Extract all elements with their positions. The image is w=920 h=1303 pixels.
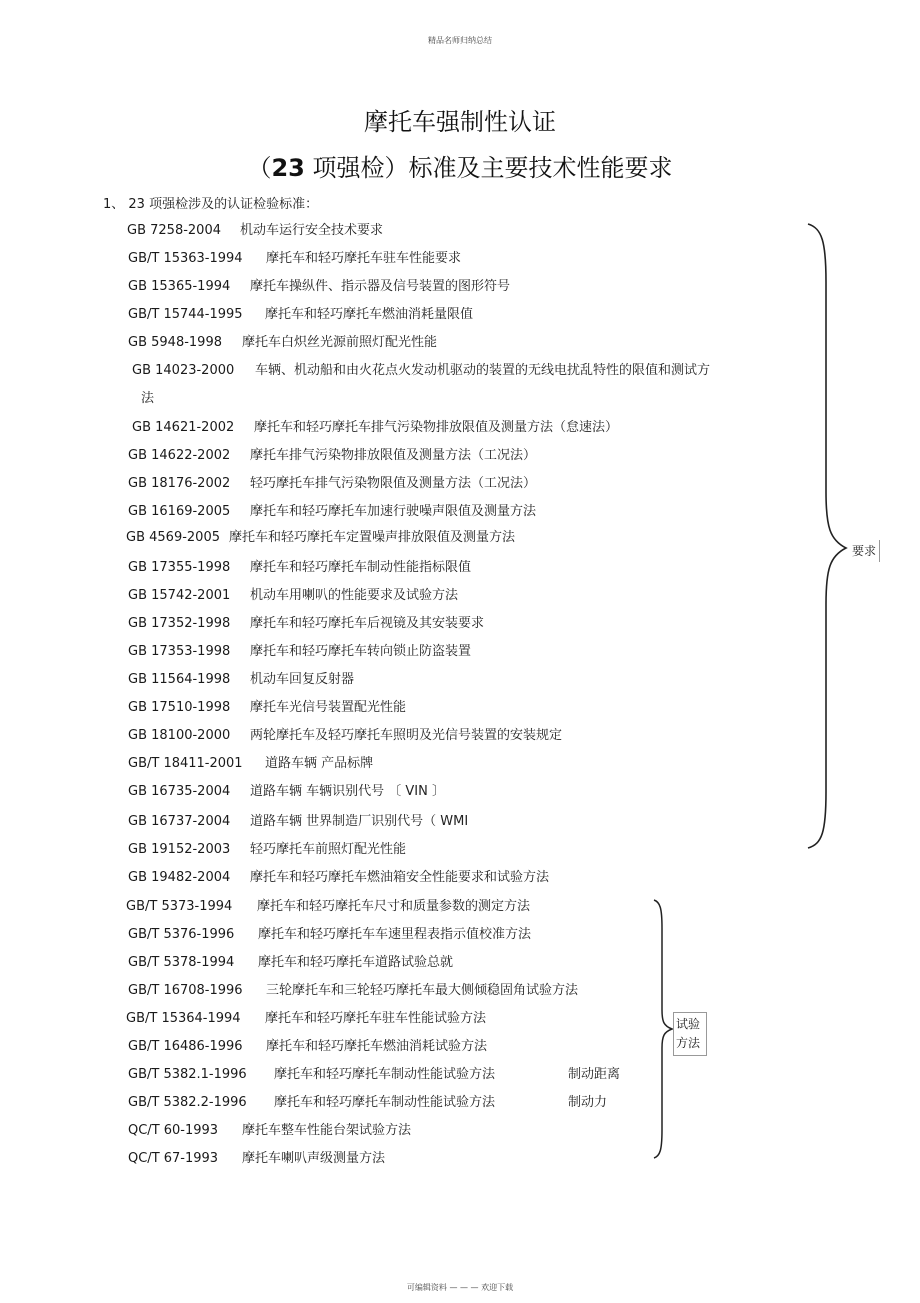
standard-title: 摩托车和轻巧摩托车加速行驶噪声限值及测量方法	[250, 504, 537, 519]
standard-code: GB 17353-1998	[128, 644, 231, 659]
standard-title: 摩托车白炽丝光源前照灯配光性能	[242, 335, 438, 350]
method-title: 摩托车和轻巧摩托车燃油消耗试验方法	[266, 1039, 488, 1054]
standard-title: 摩托车和轻巧摩托车后视镜及其安装要求	[250, 616, 485, 631]
standard-title-continuation: 法	[141, 391, 155, 406]
standard-title: 摩托车和轻巧摩托车排气污染物排放限值及测量方法（怠速法）	[254, 420, 619, 435]
method-code: GB/T 15364-1994	[126, 1011, 241, 1026]
method-code: GB/T 5382.2-1996	[128, 1095, 247, 1110]
method-code: GB/T 5378-1994	[128, 955, 235, 970]
method-code: GB/T 16486-1996	[128, 1039, 243, 1054]
standard-title: 摩托车光信号装置配光性能	[250, 700, 407, 715]
standard-code: GB 16735-2004	[128, 784, 231, 799]
standard-code: GB 16737-2004	[128, 814, 231, 829]
method-title: 摩托车和轻巧摩托车制动性能试验方法	[274, 1095, 496, 1110]
method-title: 摩托车和轻巧摩托车驻车性能试验方法	[265, 1011, 487, 1026]
method-code: GB/T 5373-1994	[126, 899, 233, 914]
method-title: 三轮摩托车和三轮轻巧摩托车最大侧倾稳固角试验方法	[266, 983, 579, 998]
standard-code: GB 19152-2003	[128, 842, 231, 857]
standard-code: GB 5948-1998	[128, 335, 222, 350]
standard-code: GB 7258-2004	[127, 223, 221, 238]
standard-title: 摩托车操纵件、指示器及信号装置的图形符号	[250, 279, 511, 294]
standard-code: GB 11564-1998	[128, 672, 231, 687]
method-title: 摩托车喇叭声级测量方法	[242, 1151, 386, 1166]
method-title: 摩托车和轻巧摩托车道路试验总就	[258, 955, 454, 970]
standard-code: GB/T 15744-1995	[128, 307, 243, 322]
standard-code: GB 15365-1994	[128, 279, 231, 294]
document-title: 摩托车强制性认证	[364, 108, 556, 136]
standard-title: 摩托车和轻巧摩托车定置噪声排放限值及测量方法	[229, 530, 516, 545]
standard-code: GB 17355-1998	[128, 560, 231, 575]
page-header-note: 精品名师归纳总结	[428, 36, 492, 45]
standard-title: 摩托车和轻巧摩托车制动性能指标限值	[250, 560, 472, 575]
standard-title: 道路车辆 车辆识别代号 〔 VIN 〕	[250, 784, 445, 799]
standard-title: 道路车辆 产品标牌	[265, 756, 374, 771]
standard-title: 轻巧摩托车前照灯配光性能	[250, 842, 407, 857]
standard-title: 机动车回复反射器	[250, 672, 355, 687]
method-note: 制动力	[568, 1095, 608, 1110]
method-code: QC/T 60-1993	[128, 1123, 219, 1138]
subtitle-text: 项强检）标准及主要技术性能要求	[304, 154, 673, 182]
standard-title: 摩托车和轻巧摩托车燃油箱安全性能要求和试验方法	[250, 870, 550, 885]
subtitle-open-paren: （	[247, 154, 272, 182]
standard-code: GB 18100-2000	[128, 728, 231, 743]
standard-code: GB 17352-1998	[128, 616, 231, 631]
method-title: 摩托车和轻巧摩托车制动性能试验方法	[274, 1067, 496, 1082]
methods-label: 试验方法	[673, 1012, 707, 1056]
method-title: 摩托车和轻巧摩托车车速里程表指示值校准方法	[258, 927, 532, 942]
standard-code: GB 17510-1998	[128, 700, 231, 715]
method-code: QC/T 67-1993	[128, 1151, 219, 1166]
standard-title: 机动车运行安全技术要求	[240, 223, 384, 238]
requirements-label: 要求	[849, 540, 880, 562]
standard-title: 道路车辆 世界制造厂识别代号（ WMI	[250, 814, 469, 829]
standard-title: 轻巧摩托车排气污染物限值及测量方法（工况法）	[250, 476, 537, 491]
method-code: GB/T 5382.1-1996	[128, 1067, 247, 1082]
method-note: 制动距离	[568, 1067, 621, 1082]
standard-title: 摩托车排气污染物排放限值及测量方法（工况法）	[250, 448, 537, 463]
requirements-brace	[800, 222, 860, 852]
method-title: 摩托车整车性能台架试验方法	[242, 1123, 412, 1138]
standard-code: GB 14023-2000	[132, 363, 235, 378]
subtitle-count: 23	[271, 154, 305, 182]
standard-code: GB/T 18411-2001	[128, 756, 243, 771]
standard-title: 摩托车和轻巧摩托车驻车性能要求	[266, 251, 462, 266]
standard-title: 摩托车和轻巧摩托车燃油消耗量限值	[265, 307, 474, 322]
method-code: GB/T 5376-1996	[128, 927, 235, 942]
standard-code: GB 14622-2002	[128, 448, 231, 463]
standard-code: GB 15742-2001	[128, 588, 231, 603]
standard-code: GB 19482-2004	[128, 870, 231, 885]
standard-code: GB/T 15363-1994	[128, 251, 243, 266]
section-heading: 1、 23 项强检涉及的认证检验标准：	[103, 197, 319, 212]
standard-code: GB 16169-2005	[128, 504, 231, 519]
standard-title: 摩托车和轻巧摩托车转向锁止防盗装置	[250, 644, 472, 659]
method-code: GB/T 16708-1996	[128, 983, 243, 998]
document-subtitle	[0, 148, 920, 183]
standard-title: 车辆、机动船和由火花点火发动机驱动的装置的无线电扰乱特性的限值和测试方	[255, 363, 711, 378]
standard-code: GB 14621-2002	[132, 420, 235, 435]
page-footer-note: 可编辑资料 — — — 欢迎下载	[406, 1283, 514, 1292]
method-title: 摩托车和轻巧摩托车尺寸和质量参数的测定方法	[257, 899, 531, 914]
standard-title: 机动车用喇叭的性能要求及试验方法	[250, 588, 459, 603]
standard-code: GB 4569-2005	[126, 530, 220, 545]
standard-code: GB 18176-2002	[128, 476, 231, 491]
standard-title: 两轮摩托车及轻巧摩托车照明及光信号装置的安装规定	[250, 728, 563, 743]
